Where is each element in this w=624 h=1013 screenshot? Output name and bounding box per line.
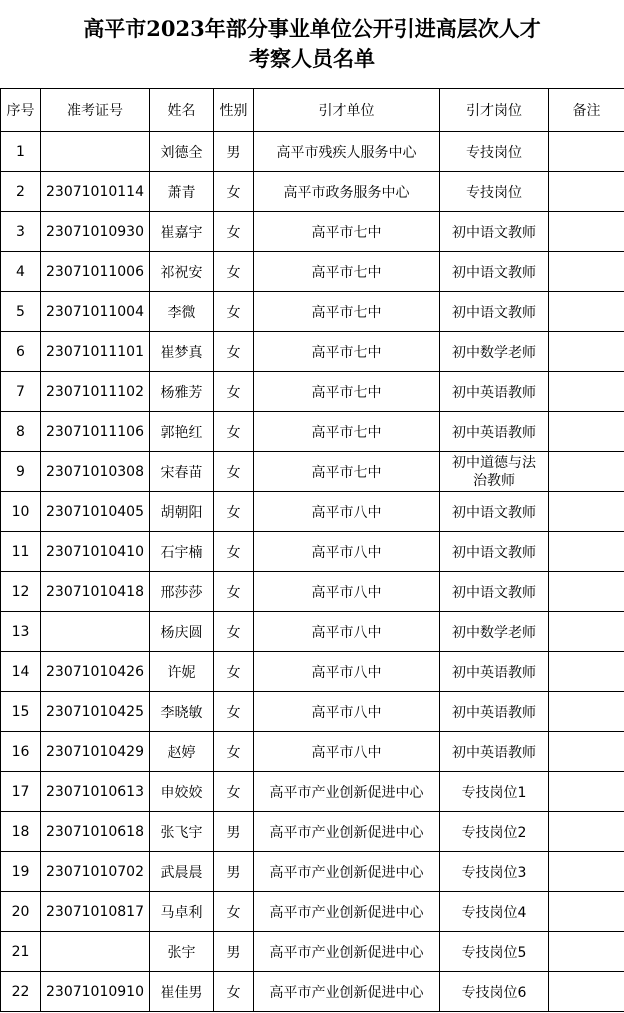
cell-index: 10: [1, 492, 41, 532]
cell-gender: 女: [214, 332, 254, 372]
cell-exam-id: 23071010418: [41, 572, 150, 612]
table-row: [1, 892, 624, 932]
cell-position: 专技岗位: [440, 172, 549, 212]
cell-remarks: [549, 852, 624, 892]
cell-gender: 女: [214, 732, 254, 772]
cell-remarks: [549, 812, 624, 852]
cell-name: 武晨晨: [150, 852, 214, 892]
cell-unit: 高平市八中: [254, 652, 440, 692]
cell-gender: 女: [214, 172, 254, 212]
cell-remarks: [549, 492, 624, 532]
cell-unit: 高平市产业创新促进中心: [254, 812, 440, 852]
cell-exam-id: 23071010426: [41, 652, 150, 692]
cell-name: 赵婷: [150, 732, 214, 772]
cell-index: 15: [1, 692, 41, 732]
cell-gender: 女: [214, 412, 254, 452]
table-row: [1, 332, 624, 372]
cell-remarks: [549, 132, 624, 172]
cell-unit: 高平市七中: [254, 292, 440, 332]
cell-name: 杨雅芳: [150, 372, 214, 412]
cell-position: 专技岗位: [440, 132, 549, 172]
cell-exam-id: [41, 612, 150, 652]
cell-position: 专技岗位2: [440, 812, 549, 852]
cell-unit: 高平市产业创新促进中心: [254, 852, 440, 892]
cell-remarks: [549, 892, 624, 932]
cell-name: 崔嘉宇: [150, 212, 214, 252]
cell-index: 21: [1, 932, 41, 972]
title-line-1: 高平市2023年部分事业单位公开引进高层次人才: [83, 16, 541, 41]
cell-gender: 男: [214, 932, 254, 972]
cell-index: 16: [1, 732, 41, 772]
cell-exam-id: 23071010702: [41, 852, 150, 892]
cell-exam-id: 23071011102: [41, 372, 150, 412]
table-row: [1, 492, 624, 532]
table-row: [1, 812, 624, 852]
cell-name: 萧青: [150, 172, 214, 212]
cell-unit: 高平市七中: [254, 212, 440, 252]
cell-exam-id: 23071010910: [41, 972, 150, 1012]
cell-gender: 女: [214, 572, 254, 612]
cell-position: 初中语文教师: [440, 252, 549, 292]
cell-gender: 女: [214, 612, 254, 652]
cell-remarks: [549, 172, 624, 212]
title-line-2: 考察人员名单: [249, 46, 375, 71]
cell-position: 初中英语教师: [440, 692, 549, 732]
table-row: [1, 532, 624, 572]
cell-unit: 高平市七中: [254, 372, 440, 412]
table-row: [1, 652, 624, 692]
cell-name: 邢莎莎: [150, 572, 214, 612]
cell-remarks: [549, 972, 624, 1012]
cell-position: 初中语文教师: [440, 292, 549, 332]
cell-position: 专技岗位4: [440, 892, 549, 932]
cell-index: 20: [1, 892, 41, 932]
cell-position: 专技岗位5: [440, 932, 549, 972]
cell-gender: 女: [214, 292, 254, 332]
table-row: [1, 852, 624, 892]
cell-exam-id: 23071011106: [41, 412, 150, 452]
cell-exam-id: 23071010613: [41, 772, 150, 812]
cell-index: 1: [1, 132, 41, 172]
header-index: 序号: [1, 89, 41, 132]
table-row: [1, 212, 624, 252]
cell-index: 7: [1, 372, 41, 412]
document-title: [0, 0, 624, 88]
header-exam-id: 准考证号: [41, 89, 150, 132]
cell-gender: 女: [214, 772, 254, 812]
cell-gender: 女: [214, 892, 254, 932]
cell-unit: 高平市产业创新促进中心: [254, 892, 440, 932]
cell-exam-id: [41, 132, 150, 172]
cell-exam-id: 23071010817: [41, 892, 150, 932]
cell-remarks: [549, 252, 624, 292]
cell-remarks: [549, 772, 624, 812]
cell-gender: 女: [214, 652, 254, 692]
cell-position: 初中英语教师: [440, 732, 549, 772]
table-row: [1, 452, 624, 492]
cell-unit: 高平市七中: [254, 252, 440, 292]
cell-name: 马卓利: [150, 892, 214, 932]
cell-exam-id: 23071010405: [41, 492, 150, 532]
cell-position: 专技岗位1: [440, 772, 549, 812]
cell-remarks: [549, 612, 624, 652]
cell-position: 专技岗位6: [440, 972, 549, 1012]
cell-name: 崔梦真: [150, 332, 214, 372]
cell-remarks: [549, 932, 624, 972]
header-remarks: 备注: [549, 89, 624, 132]
cell-name: 祁祝安: [150, 252, 214, 292]
cell-remarks: [549, 212, 624, 252]
table-row: [1, 732, 624, 772]
cell-exam-id: 23071010429: [41, 732, 150, 772]
cell-position: 初中数学老师: [440, 612, 549, 652]
cell-name: 崔佳男: [150, 972, 214, 1012]
cell-unit: 高平市政务服务中心: [254, 172, 440, 212]
cell-exam-id: 23071010618: [41, 812, 150, 852]
cell-index: 18: [1, 812, 41, 852]
cell-gender: 男: [214, 132, 254, 172]
cell-position: 初中语文教师: [440, 532, 549, 572]
cell-remarks: [549, 532, 624, 572]
cell-unit: 高平市八中: [254, 612, 440, 652]
cell-gender: 女: [214, 372, 254, 412]
cell-index: 2: [1, 172, 41, 212]
cell-name: 张飞宇: [150, 812, 214, 852]
cell-unit: 高平市产业创新促进中心: [254, 772, 440, 812]
cell-unit: 高平市八中: [254, 692, 440, 732]
cell-name: 胡朝阳: [150, 492, 214, 532]
cell-index: 14: [1, 652, 41, 692]
cell-index: 13: [1, 612, 41, 652]
cell-gender: 女: [214, 972, 254, 1012]
cell-index: 4: [1, 252, 41, 292]
cell-position: 初中英语教师: [440, 412, 549, 452]
cell-name: 张宇: [150, 932, 214, 972]
cell-remarks: [549, 412, 624, 452]
cell-unit: 高平市八中: [254, 492, 440, 532]
cell-name: 郭艳红: [150, 412, 214, 452]
cell-remarks: [549, 452, 624, 492]
header-row: [1, 89, 624, 132]
cell-exam-id: 23071010114: [41, 172, 150, 212]
cell-index: 17: [1, 772, 41, 812]
cell-exam-id: 23071010930: [41, 212, 150, 252]
cell-remarks: [549, 692, 624, 732]
table-row: [1, 412, 624, 452]
cell-name: 刘德全: [150, 132, 214, 172]
cell-gender: 男: [214, 812, 254, 852]
cell-index: 19: [1, 852, 41, 892]
table-row: [1, 572, 624, 612]
cell-gender: 男: [214, 852, 254, 892]
cell-name: 李晓敏: [150, 692, 214, 732]
cell-index: 22: [1, 972, 41, 1012]
cell-position: 初中英语教师: [440, 652, 549, 692]
cell-position: 初中数学老师: [440, 332, 549, 372]
cell-position: 专技岗位3: [440, 852, 549, 892]
cell-remarks: [549, 732, 624, 772]
cell-exam-id: 23071010308: [41, 452, 150, 492]
cell-index: 8: [1, 412, 41, 452]
cell-position: 初中语文教师: [440, 212, 549, 252]
cell-exam-id: 23071011101: [41, 332, 150, 372]
cell-name: 李微: [150, 292, 214, 332]
cell-index: 9: [1, 452, 41, 492]
cell-remarks: [549, 572, 624, 612]
cell-index: 11: [1, 532, 41, 572]
cell-index: 3: [1, 212, 41, 252]
cell-position: 初中英语教师: [440, 372, 549, 412]
cell-index: 12: [1, 572, 41, 612]
table-body: [1, 132, 624, 1012]
header-position: 引才岗位: [440, 89, 549, 132]
table-row: [1, 972, 624, 1012]
cell-name: 许妮: [150, 652, 214, 692]
cell-exam-id: 23071010410: [41, 532, 150, 572]
cell-exam-id: 23071010425: [41, 692, 150, 732]
cell-gender: 女: [214, 692, 254, 732]
candidate-table: [0, 88, 624, 1012]
table-row: [1, 132, 624, 172]
cell-position: 初中语文教师: [440, 492, 549, 532]
cell-exam-id: 23071011006: [41, 252, 150, 292]
table-row: [1, 172, 624, 212]
cell-unit: 高平市产业创新促进中心: [254, 932, 440, 972]
cell-name: 杨庆圆: [150, 612, 214, 652]
cell-exam-id: 23071011004: [41, 292, 150, 332]
table-row: [1, 932, 624, 972]
cell-unit: 高平市七中: [254, 412, 440, 452]
cell-unit: 高平市七中: [254, 452, 440, 492]
cell-remarks: [549, 292, 624, 332]
header-unit: 引才单位: [254, 89, 440, 132]
cell-remarks: [549, 372, 624, 412]
cell-position: 初中道德与法 治教师: [440, 452, 549, 492]
cell-unit: 高平市八中: [254, 532, 440, 572]
cell-gender: 女: [214, 492, 254, 532]
cell-remarks: [549, 332, 624, 372]
cell-gender: 女: [214, 452, 254, 492]
table-row: [1, 612, 624, 652]
header-name: 姓名: [150, 89, 214, 132]
cell-exam-id: [41, 932, 150, 972]
cell-remarks: [549, 652, 624, 692]
header-gender: 性别: [214, 89, 254, 132]
cell-index: 6: [1, 332, 41, 372]
cell-unit: 高平市残疾人服务中心: [254, 132, 440, 172]
table-row: [1, 252, 624, 292]
cell-index: 5: [1, 292, 41, 332]
cell-name: 宋春苗: [150, 452, 214, 492]
cell-name: 石宇楠: [150, 532, 214, 572]
cell-gender: 女: [214, 532, 254, 572]
table-row: [1, 372, 624, 412]
cell-gender: 女: [214, 252, 254, 292]
cell-gender: 女: [214, 212, 254, 252]
cell-name: 申姣姣: [150, 772, 214, 812]
cell-position: 初中语文教师: [440, 572, 549, 612]
cell-unit: 高平市七中: [254, 332, 440, 372]
cell-unit: 高平市八中: [254, 572, 440, 612]
cell-unit: 高平市产业创新促进中心: [254, 972, 440, 1012]
table-row: [1, 692, 624, 732]
cell-unit: 高平市八中: [254, 732, 440, 772]
table-row: [1, 292, 624, 332]
table-row: [1, 772, 624, 812]
